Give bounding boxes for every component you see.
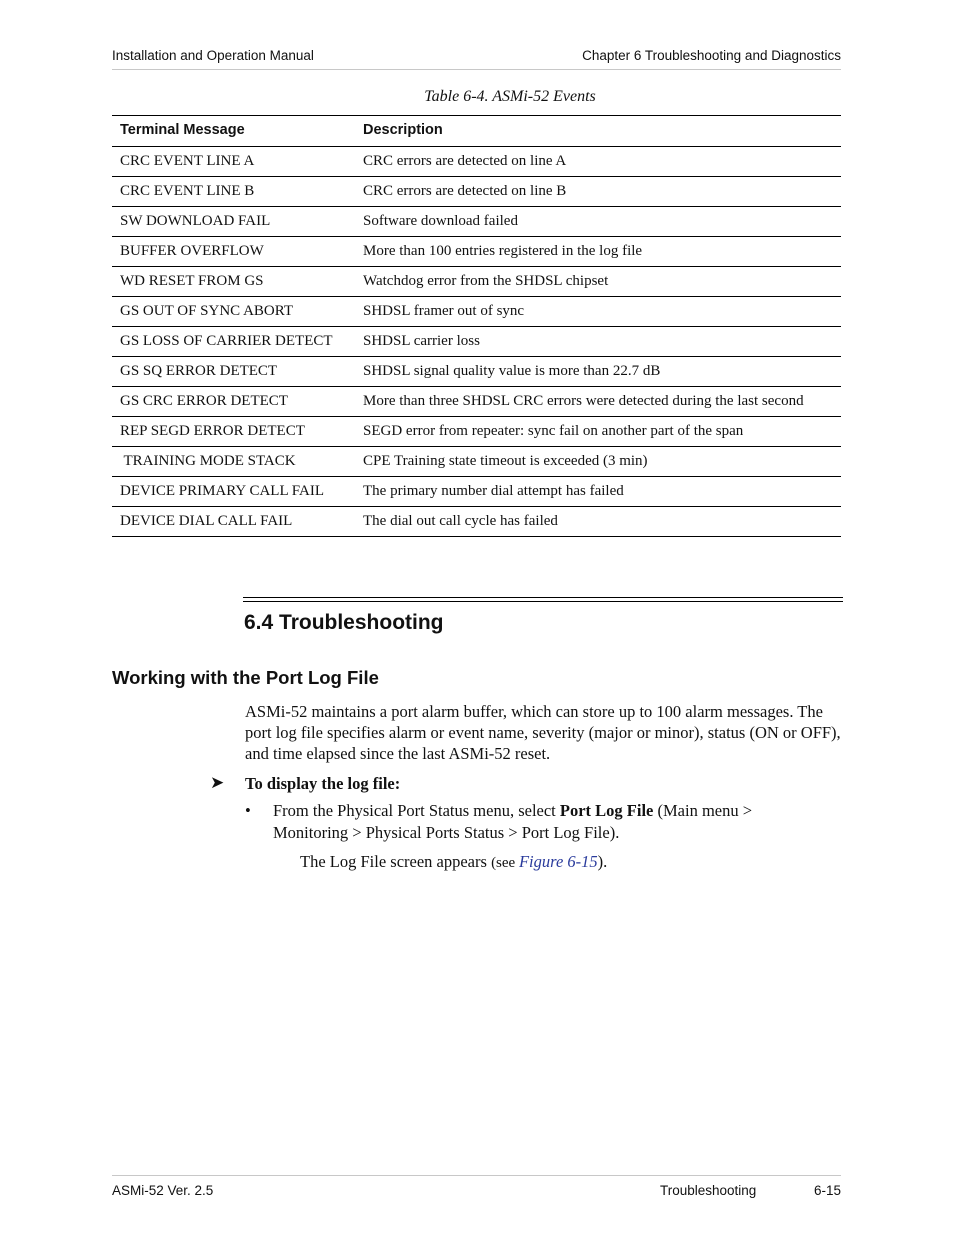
table-row xyxy=(112,207,841,237)
page-footer xyxy=(112,1175,841,1198)
bullet-icon: • xyxy=(245,801,251,820)
description-cell: CPE Training state timeout is exceeded (3 min) xyxy=(355,447,841,477)
terminal-message-cell: GS SQ ERROR DETECT xyxy=(112,357,355,387)
table-row xyxy=(112,447,841,477)
table-row xyxy=(112,357,841,387)
terminal-message-cell: GS OUT OF SYNC ABORT xyxy=(112,297,355,327)
column-header-description: Description xyxy=(355,116,841,147)
events-table xyxy=(112,115,841,537)
intro-paragraph: ASMi-52 maintains a port alarm buffer, which can store up to 100 alarm messages. The port log file specifies alarm or event name, severity (major or minor), status (ON or OFF), and time elapsed since the last ASMi-52 reset. xyxy=(245,702,841,763)
terminal-message-cell: SW DOWNLOAD FAIL xyxy=(112,207,355,237)
table-row xyxy=(112,327,841,357)
result-text: The Log File screen appears xyxy=(300,852,492,871)
description-cell: SHDSL framer out of sync xyxy=(355,297,841,327)
description-cell: Software download failed xyxy=(355,207,841,237)
terminal-message-cell: DEVICE PRIMARY CALL FAIL xyxy=(112,477,355,507)
table-row xyxy=(112,297,841,327)
table-body xyxy=(112,147,841,537)
table-row xyxy=(112,267,841,297)
terminal-message-cell: CRC EVENT LINE A xyxy=(112,147,355,177)
figure-cross-reference-link[interactable]: Figure 6-15 xyxy=(518,852,598,871)
bullet-text-prefix: From the Physical Port Status menu, select xyxy=(273,801,560,820)
description-cell: More than three SHDSL CRC errors were detected during the last second xyxy=(355,387,841,417)
footer-page-number: 6-15 xyxy=(813,1183,841,1198)
result-see-text: (see xyxy=(491,855,519,871)
table-row xyxy=(112,417,841,447)
footer-section-name: Troubleshooting xyxy=(660,1183,757,1198)
procedure-label: To display the log file: xyxy=(245,774,401,793)
description-cell: SHDSL signal quality value is more than 22.7 dB xyxy=(355,357,841,387)
table-row xyxy=(112,477,841,507)
description-cell: The primary number dial attempt has failed xyxy=(355,477,841,507)
result-end-text: ). xyxy=(597,852,608,871)
description-cell: SHDSL carrier loss xyxy=(355,327,841,357)
description-cell: More than 100 entries registered in the log file xyxy=(355,237,841,267)
subsection-title: Working with the Port Log File xyxy=(112,667,379,688)
header-manual-title: Installation and Operation Manual xyxy=(112,48,314,63)
terminal-message-cell: TRAINING MODE STACK xyxy=(112,447,355,477)
description-cell: The dial out call cycle has failed xyxy=(355,507,841,537)
description-cell: CRC errors are detected on line B xyxy=(355,177,841,207)
table-caption: Table 6-4. ASMi-52 Events xyxy=(424,88,596,105)
terminal-message-cell: WD RESET FROM GS xyxy=(112,267,355,297)
description-cell: CRC errors are detected on line A xyxy=(355,147,841,177)
terminal-message-cell: CRC EVENT LINE B xyxy=(112,177,355,207)
terminal-message-cell: DEVICE DIAL CALL FAIL xyxy=(112,507,355,537)
page-header xyxy=(112,48,841,70)
footer-product-version: ASMi-52 Ver. 2.5 xyxy=(112,1183,214,1198)
table-row xyxy=(112,237,841,267)
terminal-message-cell: BUFFER OVERFLOW xyxy=(112,237,355,267)
menu-item-name: Port Log File xyxy=(559,801,654,820)
table-row xyxy=(112,507,841,537)
terminal-message-cell: REP SEGD ERROR DETECT xyxy=(112,417,355,447)
bullet-text-suffix: (Main menu > Monitoring > Physical Ports Status > Port Log File). xyxy=(273,801,753,842)
header-chapter-title: Chapter 6 Troubleshooting and Diagnostics xyxy=(582,48,841,63)
description-cell: SEGD error from repeater: sync fail on another part of the span xyxy=(355,417,841,447)
terminal-message-cell: GS CRC ERROR DETECT xyxy=(112,387,355,417)
procedure-arrow-icon: ➤ xyxy=(210,773,225,792)
column-header-terminal-message: Terminal Message xyxy=(112,116,355,147)
terminal-message-cell: GS LOSS OF CARRIER DETECT xyxy=(112,327,355,357)
section-divider xyxy=(243,597,843,602)
description-cell: Watchdog error from the SHDSL chipset xyxy=(355,267,841,297)
table-row xyxy=(112,147,841,177)
result-line xyxy=(300,852,607,872)
table-header-row xyxy=(112,116,841,147)
table-row xyxy=(112,387,841,417)
section-title: 6.4 Troubleshooting xyxy=(244,611,444,634)
table-row xyxy=(112,177,841,207)
bullet-text xyxy=(273,800,803,844)
